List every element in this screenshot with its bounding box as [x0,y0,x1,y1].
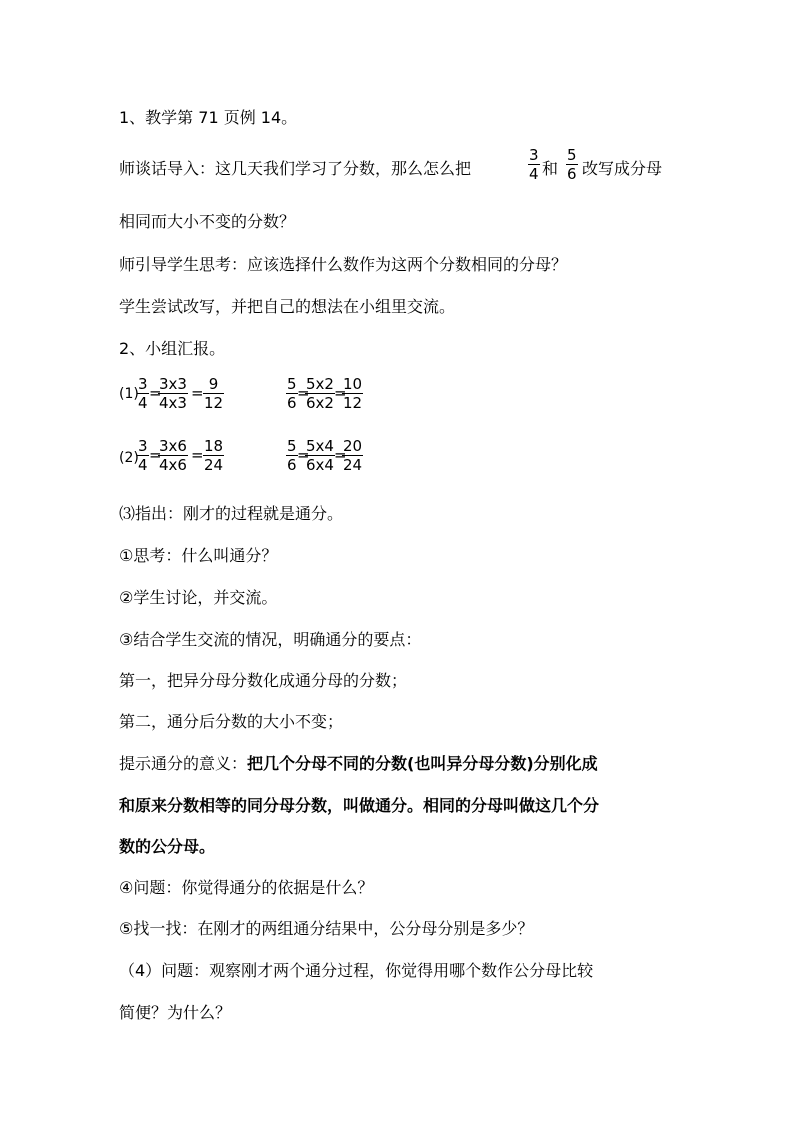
line-question-basis: ④问题：你觉得通分的依据是什么？ [119,878,374,897]
equals-sign: = [191,384,204,402]
line-meaning [119,753,598,775]
denominator: 4 [138,456,148,474]
fraction-five-sixths [566,146,578,183]
denominator: 4x6 [159,456,187,474]
line-second: 第二，通分后分数的大小不变； [119,712,344,731]
denominator: 6 [287,394,297,412]
line-guide: 师引导学生思考：应该选择什么数作为这两个分数相同的分母？ [119,255,568,274]
denominator: 4 [138,394,148,412]
row1-label: (1) [119,386,139,402]
intro-text-post: 改写成分母 [582,159,663,178]
equals-sign: = [334,384,347,402]
row1-frac-c [203,375,224,412]
meaning-definition: 把几个分母不同的分数(也叫异分母分数)分别化成 [247,754,598,773]
row2-label: (2) [119,450,139,466]
line-intro-cont: 相同而大小不变的分数？ [119,212,296,231]
row1-frac-f [342,375,363,412]
line-intro [119,158,471,180]
row2-frac-d [286,437,298,474]
line-example-heading: 1、教学第 71 页例 14。 [119,108,298,127]
equals-sign: = [297,446,310,464]
numerator: 3x3 [159,375,187,393]
equals-sign: = [149,384,162,402]
denominator: 4x3 [159,394,187,412]
equals-sign: = [334,446,347,464]
denominator: 6 [287,456,297,474]
numerator: 5 [567,146,577,164]
line-why: 简便？为什么？ [119,1003,232,1022]
row1-frac-b [158,375,188,412]
line-combine: ③结合学生交流的情况，明确通分的要点： [119,630,422,649]
numerator: 18 [204,437,224,455]
line-discuss: ②学生讨论，并交流。 [119,588,278,607]
row2-frac-e [305,437,335,474]
denominator: 6 [567,165,577,183]
numerator: 5x4 [306,437,334,455]
equals-sign: = [297,384,310,402]
line-meaning-end: 数的公分母。 [119,837,216,856]
line-report-heading: 2、小组汇报。 [119,339,226,358]
denominator: 4 [529,165,539,183]
row1-frac-e [305,375,335,412]
row1-frac-a [137,375,149,412]
numerator: 5 [287,437,297,455]
line-point-out: ⑶指出：刚才的过程就是通分。 [119,504,344,523]
numerator: 5 [287,375,297,393]
line-meaning-cont: 和原来分数相等的同分母分数，叫做通分。相同的分母叫做这几个分 [119,796,600,815]
numerator: 5x2 [306,375,334,393]
line-think: ①思考：什么叫通分？ [119,546,278,565]
numerator: 9 [208,375,219,393]
line-find: ⑤找一找：在刚才的两组通分结果中，公分母分别是多少？ [119,919,534,938]
numerator: 10 [343,375,363,393]
line-first: 第一，把异分母分数化成通分母的分数； [119,671,408,690]
numerator: 3 [529,146,539,164]
equals-sign: = [149,446,162,464]
line-try: 学生尝试改写，并把自己的想法在小组里交流。 [119,297,456,316]
numerator: 3x6 [159,437,187,455]
row2-frac-a [137,437,149,474]
denominator: 24 [343,456,363,474]
equals-sign: = [191,446,204,464]
intro-text-and: 和 [542,159,559,178]
denominator: 6x4 [306,456,334,474]
numerator: 3 [138,437,148,455]
denominator: 12 [204,394,224,412]
meaning-prefix: 提示通分的意义： [119,754,248,773]
numerator: 3 [138,375,148,393]
denominator: 6x2 [306,394,334,412]
fraction-three-quarters [528,146,540,183]
line-question-observe: （4）问题：观察刚才两个通分过程，你觉得用哪个数作公分母比较 [119,961,594,980]
intro-text-pre: 师谈话导入：这几天我们学习了分数，那么怎么把 [119,159,472,178]
denominator: 12 [343,394,363,412]
numerator: 20 [343,437,363,455]
denominator: 24 [204,456,224,474]
row2-frac-c [203,437,224,474]
row2-frac-b [158,437,188,474]
row2-frac-f [342,437,363,474]
row1-frac-d [286,375,298,412]
